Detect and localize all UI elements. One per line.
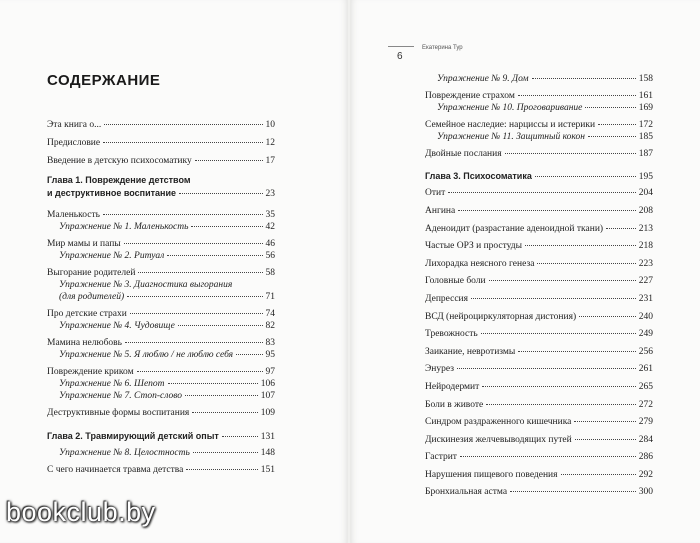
toc-entry[interactable] [47,120,275,131]
dot-leader [448,192,636,193]
dot-leader [168,383,258,384]
dot-leader [482,386,635,387]
toc-entry[interactable] [425,149,653,160]
exercise-entry[interactable] [59,379,275,390]
toc-entry-label: (для родителей) [59,292,125,302]
toc-entry-label: Упражнение № 7. Стоп-слово [59,391,182,401]
toc-entry[interactable] [425,259,653,270]
toc-entry-label: Повреждение криком [47,367,134,377]
toc-entry-page: 231 [638,294,653,304]
running-header-author: Екатерина Тур [422,45,463,51]
dot-leader [606,228,636,229]
toc-entry-label: Упражнение № 4. Чудовище [59,321,175,331]
toc-entry-label: Аденоидит (разрастание аденоидной ткани) [425,224,604,234]
toc-entry-page: 279 [638,417,653,427]
toc-entry-page: 218 [638,241,653,251]
toc-entry-page: 227 [638,276,653,286]
dot-leader [575,439,636,440]
toc-entry[interactable] [47,309,275,320]
toc-entry-label: Упражнение № 10. Проговаривание [437,103,583,113]
toc-entry[interactable] [47,408,275,419]
toc-entry-page: 83 [265,338,275,348]
chapter-heading[interactable]: Глава 1. Повреждение детством [47,175,191,185]
page-number: 6 [397,51,403,62]
toc-entry-page: 223 [638,259,653,269]
toc-entry-label: Двойные послания [425,149,502,159]
toc-entry-page: 46 [265,239,275,249]
toc-entry-label: Глава 3. Психосоматика [425,171,532,181]
exercise-entry[interactable] [437,103,653,114]
dot-leader [518,95,636,96]
toc-entry[interactable] [47,138,275,149]
toc-entry-page: 204 [638,188,653,198]
toc-entry-page: 185 [638,132,653,142]
toc-entry-label: Лихорадка неясного генеза [425,259,535,269]
toc-entry[interactable] [425,487,653,498]
exercise-entry[interactable] [59,321,275,332]
chapter-entry[interactable] [47,431,275,443]
dot-leader [103,214,263,215]
toc-entry-label: Эта книга о... [47,120,102,130]
toc-entry-label: Повреждение страхом [425,91,515,101]
toc-entry-label: Упражнение № 9. Дом [437,74,529,84]
dot-leader [535,176,636,177]
toc-entry-page: 249 [638,329,653,339]
dot-leader [460,456,636,457]
toc-entry[interactable] [425,312,653,323]
toc-entry[interactable] [425,435,653,446]
dot-leader [179,193,262,194]
toc-entry-label: Депрессия [425,294,468,304]
toc-entry-label: Заикание, невротизмы [425,347,516,357]
site-watermark: bookclub.by [6,497,156,527]
toc-title: СОДЕРЖАНИЕ [47,72,161,89]
toc-entry-label: Введение в детскую психосоматику [47,156,192,166]
toc-entry-page: 56 [265,251,275,261]
toc-entry[interactable] [47,338,275,349]
dot-leader [124,243,263,244]
toc-entry-label: Про детские страхи [47,309,127,319]
toc-entry-label: Упражнение № 5. Я люблю / не люблю себя [59,350,234,360]
toc-entry-page: 95 [265,350,275,360]
toc-entry-page: 265 [638,382,653,392]
dot-leader [579,316,636,317]
toc-entry-page: 286 [638,452,653,462]
toc-entry[interactable] [425,452,653,463]
toc-entry-page: 292 [638,470,653,480]
dot-leader [489,280,636,281]
toc-entry-page: 172 [638,120,653,130]
dot-leader [195,160,263,161]
toc-entry[interactable] [47,465,275,476]
exercise-entry[interactable] [59,222,275,233]
dot-leader [525,245,636,246]
dot-leader [192,412,257,413]
dot-leader [588,136,636,137]
toc-entry-page: 161 [638,91,653,101]
dot-leader [518,351,635,352]
dot-leader [532,78,636,79]
toc-entry-label: Тревожность [425,329,478,339]
dot-leader [137,371,263,372]
chapter-entry[interactable] [47,188,275,200]
exercise-entry[interactable] [59,292,275,303]
toc-entry-label: С чего начинается травма детства [47,465,184,475]
toc-entry-page: 300 [638,487,653,497]
dot-leader [127,296,262,297]
toc-entry-page: 169 [638,103,653,113]
toc-entry-label: Упражнение № 2. Ритуал [59,251,165,261]
toc-entry[interactable] [47,367,275,378]
toc-entry-page: 35 [265,210,275,220]
toc-entry-page: 107 [260,391,275,401]
dot-leader [178,325,263,326]
exercise-entry[interactable] [437,74,653,85]
toc-entry[interactable] [425,329,653,340]
toc-entry-label: Синдром раздраженного кишечника [425,417,572,427]
toc-entry[interactable] [425,400,653,411]
toc-entry-label: Энурез [425,364,454,374]
dot-leader [598,124,636,125]
toc-entry-page: 208 [638,206,653,216]
exercise-entry-label[interactable]: Упражнение № 3. Диагностика выгорания [59,280,233,290]
toc-entry-page: 58 [265,268,275,278]
toc-entry-label: Маленькость [47,210,100,220]
toc-entry-label: Нейродермит [425,382,480,392]
dot-leader [186,469,257,470]
toc-entry[interactable] [47,268,275,279]
toc-entry-page: 284 [638,435,653,445]
toc-entry-label: Предисловие [47,138,101,148]
dot-leader [167,255,262,256]
toc-entry-label: Упражнение № 8. Целостность [59,448,190,458]
dot-leader [471,298,636,299]
toc-entry[interactable] [425,120,653,131]
exercise-entry[interactable] [59,350,275,361]
dot-leader [486,404,636,405]
toc-entry-page: 12 [265,138,275,148]
toc-entry-label: ВСД (нейроциркуляторная дистония) [425,312,577,322]
toc-entry-page: 272 [638,400,653,410]
toc-entry-page: 23 [265,189,275,199]
toc-entry-label: Упражнение № 6. Шепот [59,379,165,389]
toc-entry[interactable] [425,470,653,481]
toc-entry-page: 82 [265,321,275,331]
toc-entry-label: Головные боли [425,276,486,286]
toc-entry-label: и деструктивное воспитание [47,188,177,198]
toc-entry-label: Упражнение № 1. Маленькость [59,222,189,232]
toc-entry-label: Упражнение № 11. Защитный кокон [437,132,585,142]
dot-leader [138,272,262,273]
toc-entry-page: 213 [638,224,653,234]
exercise-entry[interactable] [437,132,653,143]
toc-entry-label: Выгорание родителей [47,268,136,278]
toc-entry[interactable] [425,206,653,217]
toc-entry-page: 195 [638,172,653,182]
dot-leader [236,354,262,355]
toc-entry-label: Мир мамы и папы [47,239,121,249]
toc-entry-page: 261 [638,364,653,374]
toc-entry-label: Гастрит [425,452,457,462]
toc-entry-label: Частые ОРЗ и простуды [425,241,523,251]
dot-leader [104,124,262,125]
toc-entry-label: Мамина нелюбовь [47,338,122,348]
dot-leader [481,333,636,334]
header-rule [388,46,414,47]
toc-entry-page: 131 [260,432,275,442]
dot-leader [505,153,636,154]
toc-entry-label: Семейное наследие: нарциссы и истерики [425,120,596,130]
toc-entry-label: Боли в животе [425,400,484,410]
toc-entry-label: Глава 2. Травмирующий детский опыт [47,431,219,441]
exercise-entry[interactable] [59,251,275,262]
toc-entry[interactable] [47,210,275,221]
dot-leader [537,263,635,264]
toc-entry-label: Дискинезия желчевыводящих путей [425,435,572,445]
exercise-entry[interactable] [59,391,275,402]
dot-leader [510,491,636,492]
toc-entry-page: 158 [638,74,653,84]
toc-entry[interactable] [425,294,653,305]
toc-entry-page: 109 [260,408,275,418]
toc-entry-page: 256 [638,347,653,357]
dot-leader [574,421,635,422]
toc-entry-page: 148 [260,448,275,458]
toc-entry-page: 151 [260,465,275,475]
toc-entry-page: 97 [265,367,275,377]
toc-entry[interactable] [425,382,653,393]
toc-entry[interactable] [47,239,275,250]
toc-entry-label: Ангина [425,206,456,216]
toc-entry-page: 187 [638,149,653,159]
toc-entry-page: 74 [265,309,275,319]
dot-leader [222,436,258,437]
dot-leader [130,313,263,314]
toc-entry[interactable] [425,188,653,199]
toc-entry[interactable] [47,156,275,167]
toc-entry-label: Нарушения пищевого поведения [425,470,558,480]
dot-leader [193,452,258,453]
dot-leader [458,210,636,211]
toc-entry-page: 10 [265,120,275,130]
toc-entry[interactable] [425,417,653,428]
dot-leader [585,107,635,108]
toc-entry-label: Деструктивные формы воспитания [47,408,190,418]
toc-entry[interactable] [425,241,653,252]
toc-entry-label: Бронхиальная астма [425,487,508,497]
dot-leader [191,226,262,227]
toc-entry[interactable] [425,364,653,375]
dot-leader [185,395,258,396]
dot-leader [457,368,636,369]
exercise-entry[interactable] [59,448,275,459]
toc-entry[interactable] [425,91,653,102]
toc-entry[interactable] [425,224,653,235]
toc-entry-page: 240 [638,312,653,322]
toc-entry-label: Отит [425,188,446,198]
toc-entry-page: 42 [265,222,275,232]
book-gutter [347,0,351,543]
dot-leader [561,474,636,475]
chapter-entry[interactable] [425,171,653,183]
toc-entry-page: 17 [265,156,275,166]
dot-leader [103,142,262,143]
dot-leader [125,342,263,343]
toc-entry[interactable] [425,347,653,358]
toc-entry-page: 71 [265,292,275,302]
toc-entry[interactable] [425,276,653,287]
toc-entry-page: 106 [260,379,275,389]
